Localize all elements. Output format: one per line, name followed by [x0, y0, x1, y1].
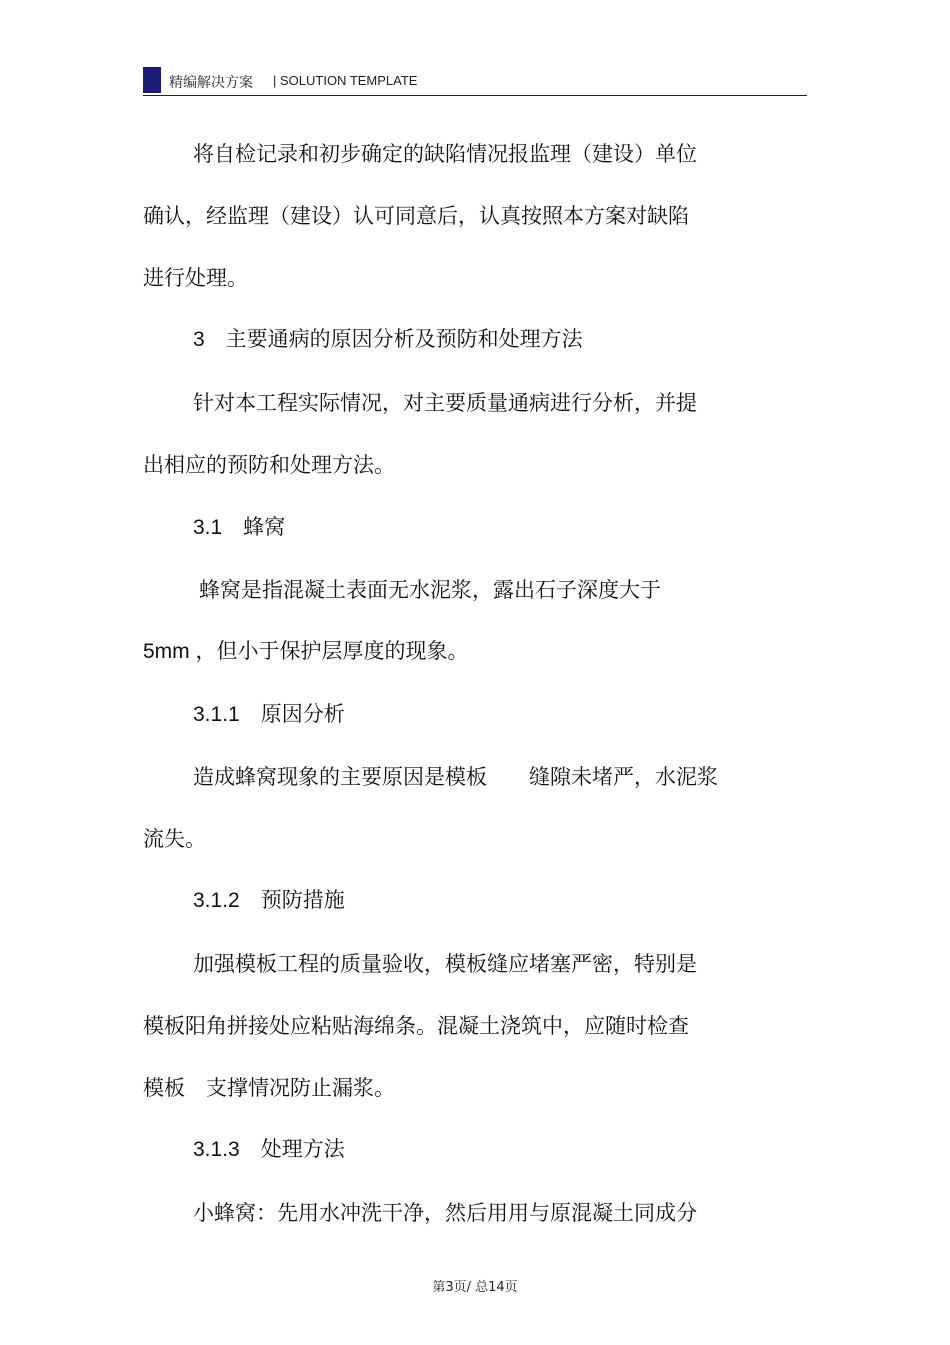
body-line: 进行处理。 — [143, 266, 248, 290]
body-line: 造成蜂窝现象的主要原因是模板 缝隙未堵严，水泥浆 — [193, 765, 718, 789]
body-line: 蜂窝是指混凝土表面无水泥浆，露出石子深度大于 — [199, 578, 661, 602]
header-title-cn: 精编解决方案 — [169, 75, 253, 91]
body-line: 确认，经监理（建设）认可同意后，认真按照本方案对缺陷 — [143, 204, 689, 228]
page-number: 第3页/ 总14页 — [432, 1280, 518, 1295]
section-heading: 3.1.3 处理方法 — [193, 1138, 345, 1161]
body-line: 出相应的预防和处理方法。 — [143, 453, 395, 477]
logo-square-icon — [143, 67, 161, 93]
page-header — [143, 66, 807, 96]
body-line: 流失。 — [143, 827, 206, 851]
section-heading: 3.1.1 原因分析 — [193, 703, 345, 726]
section-heading: 3.1.2 预防措施 — [193, 889, 345, 912]
body-line: 小蜂窝：先用水冲洗干净，然后用用与原混凝土同成分 — [193, 1201, 697, 1225]
body-line: 5mm ，但小于保护层厚度的现象。 — [143, 640, 469, 663]
body-line: 模板阳角拼接处应粘贴海绵条。混凝土浇筑中，应随时检查 — [143, 1014, 689, 1038]
body-line: 加强模板工程的质量验收，模板缝应堵塞严密，特别是 — [193, 952, 697, 976]
header-divider — [143, 95, 807, 96]
body-line: 模板 支撑情况防止漏浆。 — [143, 1076, 395, 1100]
section-heading: 3.1 蜂窝 — [193, 516, 286, 539]
body-line: 将自检记录和初步确定的缺陷情况报监理（建设）单位 — [193, 142, 697, 166]
body-line: 针对本工程实际情况，对主要质量通病进行分析，并提 — [193, 391, 697, 415]
header-title-en: | SOLUTION TEMPLATE — [273, 73, 418, 88]
section-heading: 3 主要通病的原因分析及预防和处理方法 — [193, 328, 583, 351]
